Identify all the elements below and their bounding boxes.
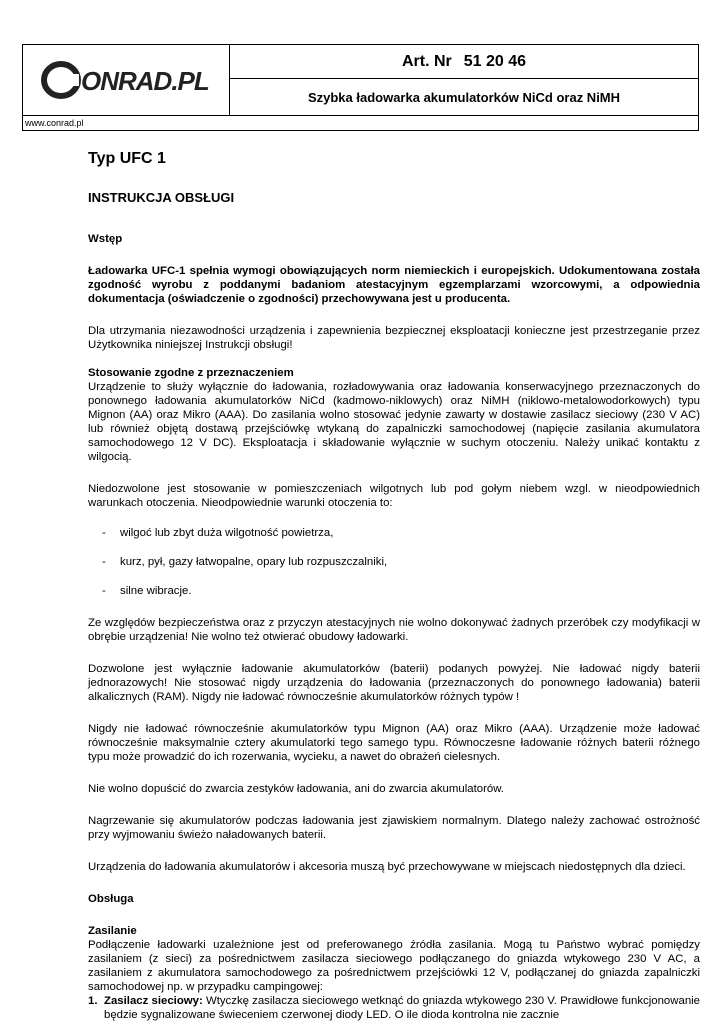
power-heading: Zasilanie	[88, 925, 137, 937]
document-body	[88, 150, 700, 1022]
usage-heading: Stosowanie zgodne z przeznaczeniem	[88, 367, 294, 379]
intro-paragraph: Dla utrzymania niezawodności urządzenia i zapewnienia bezpiecznej eksploatacji konieczne jest przestrzeganie przez Użytkownika niniejszej Instrukcji obsługi!	[88, 325, 700, 351]
product-title: Szybka ładowarka akumulatorków NiCd oraz NiMH	[307, 89, 621, 105]
short-circuit-paragraph: Nie wolno dopuścić do zwarcia zestyków ładowania, ani do zwarcia akumulatorów.	[88, 783, 504, 795]
allowed-paragraph: Dozwolone jest wyłącznie ładowanie akumulatorków (baterii) podanych powyżej. Nie ładować nigdy baterii jednorazowych! Nie stosować nigdy urządzenia do ładowania (przeznaczonych do ponownego ładowania) baterii alkalicznych (RAM). Nigdy nie ładować równocześnie akumulatorków różnych typów !	[88, 663, 700, 703]
art-label: Art. Nr	[401, 52, 452, 70]
type-title: Typ UFC 1	[88, 150, 166, 167]
intro-bold-paragraph: Ładowarka UFC-1 spełnia wymogi obowiązujących norm niemieckich i europejskich. Udokumentowana została zgodność wyrobu z poddanymi badaniom atestacyjnym egzemplarzami wzorcowymi, a odpowiednia dokumentacja (oświadczenie o zgodności) przechowywana jest u producenta.	[88, 265, 700, 305]
logo-cell	[23, 45, 230, 115]
header-table	[22, 44, 699, 116]
article-number-cell	[230, 45, 698, 79]
conrad-logo	[41, 60, 211, 100]
usage-paragraph: Urządzenie to służy wyłącznie do ładowania, rozładowywania oraz ładowania konserwacyjnego przeznaczonych do ponownego ładowania akumulatorków NiCd (kadmowo-niklowych) oraz NiMH (niklowo-metalowodorkowych) typu Mignon (AA) oraz Mikro (AAA). Do zasilania wolno stosować jedynie zawarty w dostawie zasilacz sieciowy (230 V AC) lub również objętą dostawą przejściówkę wtykaną do zapalniczki samochodowej (napięcie zasilania akumulatora samochodowego 12 V DC). Eksploatacja i składowanie wyłącznie w suchym otoczeniu. Należy unikać kontaktu z wilgocią.	[88, 381, 700, 463]
storage-paragraph: Urządzenia do ładowania akumulatorów i akcesoria muszą być przechowywane w miejscach niedostępnych dla dzieci.	[88, 861, 686, 873]
operation-heading: Obsługa	[88, 893, 134, 905]
forbidden-paragraph: Niedozwolone jest stosowanie w pomieszczeniach wilgotnych lub pod gołym niebem wzgl. w nieodpowiednich warunkach otoczenia. Nieodpowiednie warunki otoczenia to:	[88, 483, 700, 509]
list-item: - silne wibracje.	[102, 585, 192, 597]
website-link[interactable]: www.conrad.pl	[22, 115, 699, 131]
svg-text:ONRAD.PL: ONRAD.PL	[81, 66, 209, 96]
power-paragraph: Podłączenie ładowarki uzależnione jest od preferowanego źródła zasilania. Mogą tu Państwo wybrać pomiędzy zasilaniem (z sieci) za pośrednictwem zasilacza sieciowego podłączanego do gniazda wtykowego 230 V AC, a zasilaniem z akumulatora samochodowego za pośrednictwem przejściówki 12 V, podłączanej do gniazda zapalniczki samochodowej np. w przypadku campingowej:	[88, 939, 700, 993]
list-item: 1. Zasilacz sieciowy: Wtyczkę zasilacza sieciowego wetknąć do gniazda wtykowego 230 V. Prawidłowe funkcjonowanie będzie sygnalizowane świeceniem czerwonej diody LED. O ile dioda kontrolna nie zacznie	[88, 995, 701, 1021]
list-item: - wilgoć lub zbyt duża wilgotność powietrza,	[102, 527, 334, 539]
list-item: - kurz, pył, gazy łatwopalne, opary lub rozpuszczalniki,	[102, 556, 388, 568]
safety-paragraph: Ze względów bezpieczeństwa oraz z przyczyn atestacyjnych nie wolno dokonywać żadnych przeróbek czy modyfikacji w obrębie urządzenia! Nie wolno też otwierać obudowy ładowarki.	[88, 617, 700, 643]
never-paragraph: Nigdy nie ładować równocześnie akumulatorków typu Mignon (AA) oraz Mikro (AAA). Urządzenie może ładować równocześnie maksymalnie cztery akumulatorki tego samego typu. Równoczesne ładowanie różnych baterii różnego typu może prowadzić do ich rozerwania, wycieku, a nawet do obrażeń cielesnych.	[88, 723, 700, 763]
heating-paragraph: Nagrzewanie się akumulatorów podczas ładowania jest zjawiskiem normalnym. Dlatego należy zachować ostrożność przy wyjmowaniu świeżo naładowanych baterii.	[88, 815, 700, 841]
intro-heading: Wstęp	[88, 233, 123, 245]
manual-title: INSTRUKCJA OBSŁUGI	[88, 190, 235, 205]
art-number: 51 20 46	[463, 52, 527, 70]
